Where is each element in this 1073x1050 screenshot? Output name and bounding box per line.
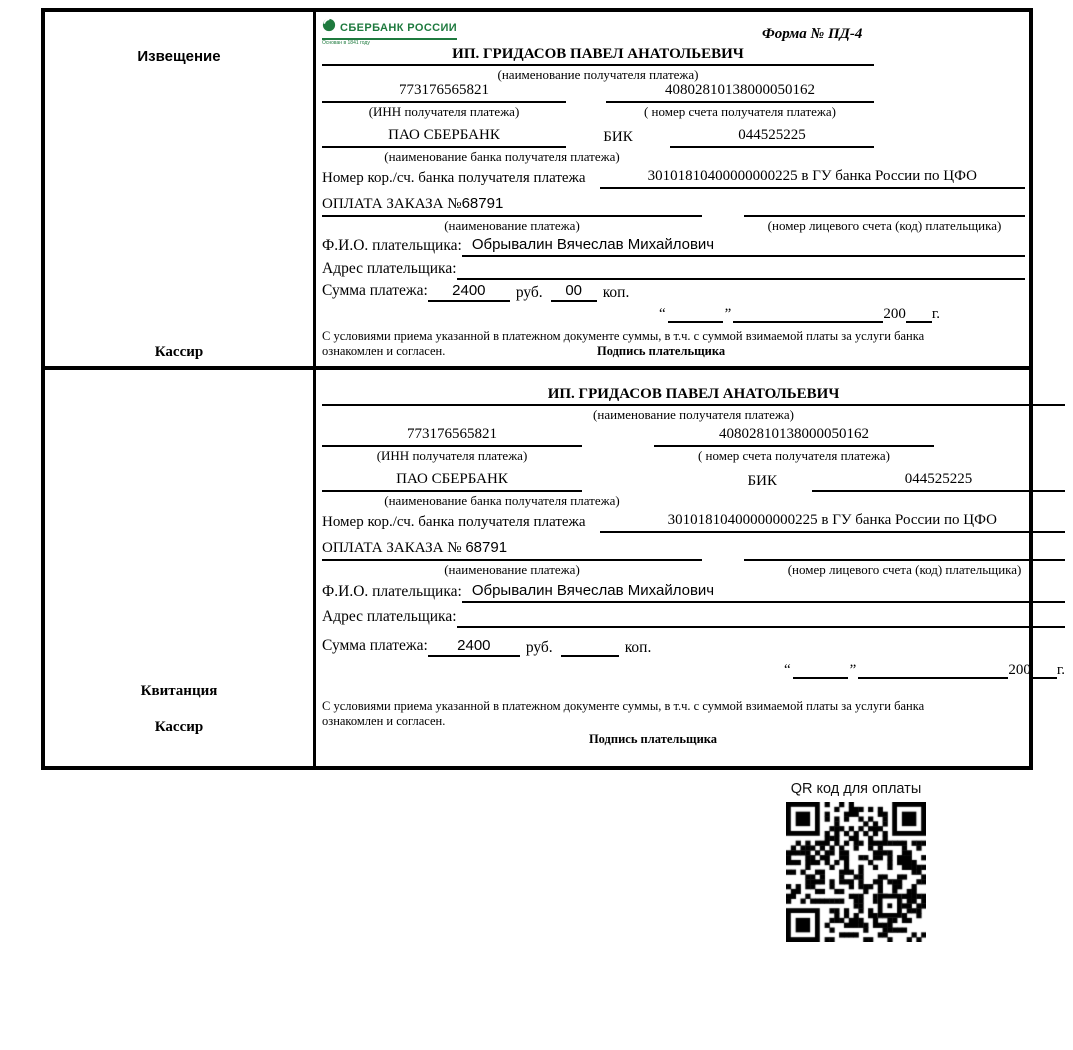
personal-code-caption: (номер лицевого счета (код) плательщика) (767, 218, 1002, 233)
terms-line2: ознакомлен и согласен. (322, 344, 446, 358)
rub-label: руб. (515, 284, 543, 301)
kop-label: коп. (624, 639, 652, 656)
qr-block (780, 781, 932, 942)
open-quote: “ (659, 306, 666, 322)
payment-name: ОПЛАТА ЗАКАЗА № (322, 196, 462, 212)
payee-name-caption: (наименование получателя платежа) (497, 67, 699, 82)
year-suffix: г. (931, 306, 941, 322)
bik-value: 044525225 (670, 127, 874, 148)
payer-row (322, 582, 1065, 603)
notice-cashier-label: Кассир (154, 344, 204, 360)
personal-code-blank (744, 541, 1065, 561)
terms-block (322, 699, 984, 729)
terms-block (322, 329, 984, 359)
receipt-left-cell (45, 370, 316, 766)
year-blank (906, 305, 932, 323)
sum-label: Сумма платежа: (322, 282, 428, 299)
address-label: Адрес плательщика: (322, 608, 457, 625)
corr-account-row (322, 168, 1025, 189)
notice-header (322, 18, 1025, 46)
year-prefix: 200 (1008, 662, 1031, 678)
signature-label: Подпись плательщика (588, 732, 718, 746)
form-number: Форма № ПД-4 (762, 26, 863, 42)
bank-name: ПАО СБЕРБАНК (322, 471, 582, 492)
day-blank (668, 305, 723, 323)
inn-account-row (322, 426, 1065, 463)
payee-block (322, 386, 1065, 422)
payment-name-row (322, 195, 1025, 217)
kop-label: коп. (602, 284, 630, 301)
address-row (322, 608, 1065, 628)
payee-name: ИП. ГРИДАСОВ ПАВЕЛ АНАТОЛЬЕВИЧ (322, 386, 1065, 406)
date-row (657, 305, 1025, 323)
account-caption: ( номер счета получателя платежа) (643, 104, 837, 119)
day-blank (793, 661, 848, 679)
sum-kop: 00 (551, 282, 597, 302)
payment-name-row (322, 539, 1065, 561)
personal-code-caption: (номер лицевого счета (код) плательщика) (787, 562, 1022, 577)
payment-name-caption: (наименование платежа) (444, 562, 580, 577)
bank-caption: (наименование банка получателя платежа) (384, 149, 620, 164)
inn-value: 773176565821 (322, 426, 582, 447)
address-blank (457, 608, 1066, 628)
corr-value: 30101810400000000225 в ГУ банка России по ЦФО (600, 512, 1065, 533)
account-caption: ( номер счета получателя платежа) (697, 448, 891, 463)
sum-label: Сумма платежа: (322, 637, 428, 654)
account-value: 40802810138000050162 (654, 426, 934, 447)
payer-name: Обрывалин Вячеслав Михайлович (462, 236, 1025, 257)
year-blank (1031, 661, 1057, 679)
bank-logo-name: СБЕРБАНК РОССИИ (340, 21, 458, 34)
notice-left-cell (45, 12, 316, 366)
payee-name-caption: (наименование получателя платежа) (593, 407, 795, 422)
sum-row (322, 637, 1065, 657)
order-number: 68791 (465, 539, 508, 556)
payment-name: ОПЛАТА ЗАКАЗА № (322, 540, 466, 556)
bank-caption: (наименование банка получателя платежа) (384, 493, 620, 508)
notice-side-label: Извещение (137, 48, 221, 65)
bik-label: БИК (603, 129, 633, 145)
inn-value: 773176565821 (322, 82, 566, 103)
close-quote: ” (724, 306, 732, 322)
bank-row (322, 471, 1065, 492)
signature-label: Подпись плательщика (597, 344, 726, 358)
close-quote: ” (849, 662, 857, 678)
payer-label: Ф.И.О. плательщика: (322, 237, 462, 254)
personal-code-blank (744, 197, 1025, 217)
payment-captions-row (322, 217, 1025, 233)
month-blank (733, 305, 883, 323)
open-quote: “ (784, 662, 791, 678)
payment-name-caption: (наименование платежа) (444, 218, 580, 233)
bank-row (322, 127, 874, 148)
qr-label: QR код для оплаты (790, 781, 922, 797)
payee-name: ИП. ГРИДАСОВ ПАВЕЛ АНАТОЛЬЕВИЧ (322, 46, 874, 66)
year-suffix: г. (1056, 662, 1066, 678)
payer-row (322, 236, 1025, 257)
bik-value: 044525225 (812, 471, 1065, 492)
sum-rub: 2400 (428, 637, 520, 657)
inn-caption: (ИНН получателя платежа) (376, 448, 528, 463)
address-row (322, 260, 1025, 280)
payee-block (322, 46, 874, 82)
corr-label: Номер кор./сч. банка получателя платежа (322, 170, 586, 186)
receipt-side-label: Квитанция (140, 683, 218, 699)
sberbank-logo-icon (322, 18, 336, 37)
qr-code (786, 802, 926, 942)
rub-label: руб. (525, 639, 553, 656)
account-value: 40802810138000050162 (606, 82, 874, 103)
address-label: Адрес плательщика: (322, 260, 457, 277)
terms-line2: ознакомлен и согласен. (322, 714, 446, 728)
receipt-cashier-label: Кассир (154, 719, 204, 735)
sum-row (322, 282, 1025, 302)
bik-label: БИК (747, 473, 777, 489)
sberbank-logo (322, 18, 457, 46)
payer-label: Ф.И.О. плательщика: (322, 583, 462, 600)
year-prefix: 200 (883, 306, 906, 322)
payer-name: Обрывалин Вячеслав Михайлович (462, 582, 1065, 603)
inn-account-row (322, 82, 874, 119)
month-blank (858, 661, 1008, 679)
notice-content (316, 12, 1029, 366)
address-blank (457, 260, 1025, 280)
form-table (41, 8, 1066, 770)
corr-label: Номер кор./сч. банка получателя платежа (322, 514, 586, 530)
receipt-slip (45, 370, 1066, 766)
terms-line1: С условиями приема указанной в платежном документе суммы, в т.ч. с суммой взимаемой платы за услуги банка (322, 699, 925, 713)
payment-captions-row (322, 561, 1065, 577)
notice-slip (45, 12, 1029, 370)
sum-kop (561, 638, 619, 657)
receipt-content (316, 370, 1069, 766)
order-number: 68791 (461, 195, 504, 212)
terms-line1: С условиями приема указанной в платежном документе суммы, в т.ч. с суммой взимаемой платы за услуги банка (322, 329, 925, 343)
corr-account-row (322, 512, 1065, 533)
date-row (782, 661, 1065, 679)
bank-name: ПАО СБЕРБАНК (322, 127, 566, 148)
sum-rub: 2400 (428, 282, 510, 302)
inn-caption: (ИНН получателя платежа) (368, 104, 520, 119)
corr-value: 30101810400000000225 в ГУ банка России по ЦФО (600, 168, 1025, 189)
bank-logo-tagline: Основан в 1841 году (322, 40, 370, 46)
